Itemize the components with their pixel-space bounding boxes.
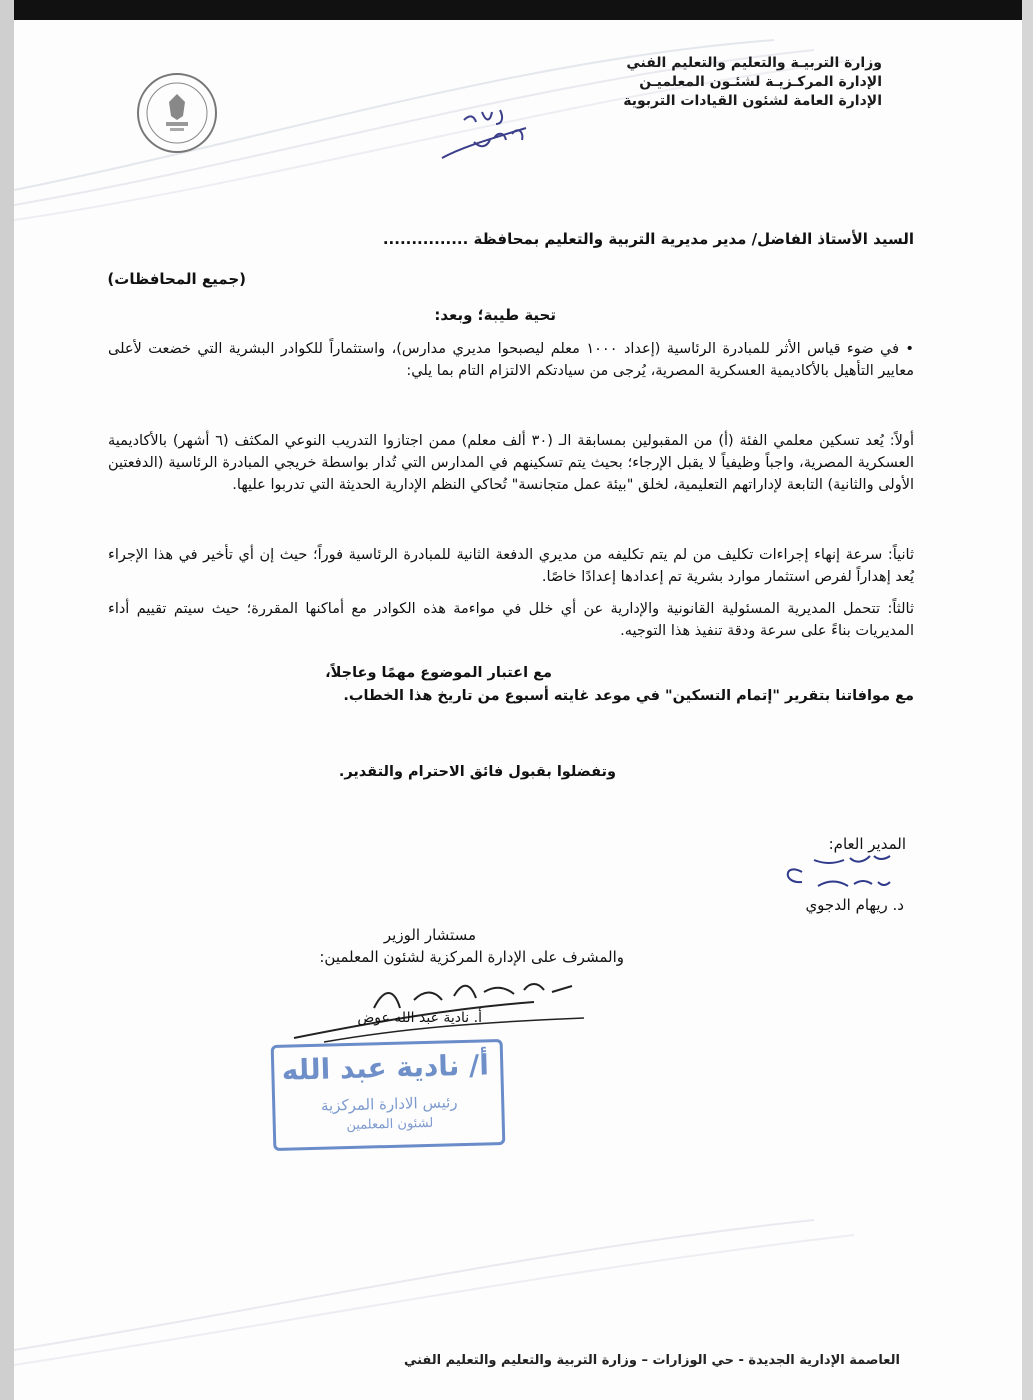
recipients-label: (جميع المحافظات) (107, 270, 246, 288)
official-stamp (271, 1039, 506, 1151)
scan-edge-right (1022, 0, 1033, 1400)
second-directive: ثانياً: سرعة إنهاء إجراءات تكليف من لم يتم تكليفه من مديري الدفعة الثانية للمبادرة الرئاسية فوراً؛ حيث إن أي تأخير في هذا الإجراء يُعد إهداراً لفرص استثمار موارد بشرية تم إعدادها إعدادًا خاصًا. (108, 547, 914, 585)
stamp-position: رئيس الادارة المركزية (320, 1093, 458, 1115)
advisor-title: مستشار الوزير (383, 926, 476, 944)
regards-line: وتفضلوا بقبول فائق الاحترام والتقدير. (338, 764, 616, 780)
header-line-3: الإدارة العامة لشئون القيادات التربوية (623, 93, 882, 109)
stamp-department: لشئون المعلمين (346, 1115, 434, 1134)
footer-address: العاصمة الإدارية الجديدة - حي الوزارات – وزارة التربية والتعليم والتعليم الفني (403, 1353, 900, 1368)
reference-number-handwriting (434, 98, 554, 168)
director-title: المدير العام: (828, 835, 906, 853)
closing-line-2: مع موافاتنا بتقرير "إتمام التسكين" في موعد غايته أسبوع من تاريخ هذا الخطاب. (343, 688, 914, 704)
addressee-line: السيد الأستاذ الفاضل/ مدير مديرية التربية والتعليم بمحافظة ............... (382, 230, 914, 248)
third-directive: ثالثاً: تتحمل المديرية المسئولية القانونية والإدارية عن أي خلل في مواءمة هذه الكوادر مع أماكنها المقررة؛ حيث سيتم تقييم أداء المديريات بناءً على سرعة ودقة تنفيذ هذا التوجيه. (108, 601, 914, 639)
watermark-waves (14, 20, 1022, 1400)
closing-line-1: مع اعتبار الموضوع مهمًا وعاجلاً، (325, 665, 552, 681)
first-directive: أولاً: يُعد تسكين معلمي الفئة (أ) من المقبولين بمسابقة الـ (٣٠ ألف معلم) ممن اجتازوا التدريب النوعي المكثف (٦ أشهر) بالأكاديمية العسكرية المصرية، واجباً وظيفياً لا يقبل الإرجاء؛ بحيث يتم تسكينهم في المدارس التي تُدار بواسطة خريجي المبادرة الرئاسية (الدفعتين الأولى والثانية) التابعة لإداراتهم التعليمية، لخلق "بيئة عمل متجانسة" تُحاكي النظم الإدارية الحديثة التي تدربوا عليها. (108, 433, 914, 493)
stamp-name: أ/ نادية عبد الله (281, 1048, 490, 1087)
ministry-seal-icon (136, 72, 218, 154)
greeting: تحية طيبة؛ وبعد: (434, 306, 556, 324)
top-frame-bar (0, 0, 1033, 20)
header-line-2: الإدارة المركـزيـة لشئـون المعلميـن (639, 74, 882, 90)
director-name: د. ريهام الدجوي (805, 896, 904, 914)
header-line-1: وزارة التربيـة والتعليم والتعليم الفني (626, 55, 882, 71)
scan-edge-left (0, 0, 14, 1400)
ministry-header (522, 54, 882, 111)
advisor-subtitle: والمشرف على الإدارة المركزية لشئون المعلمين: (319, 948, 624, 966)
director-signature (774, 850, 914, 900)
advisor-name: أ. نادية عبد الله عوض (357, 1010, 482, 1026)
intro-paragraph: • في ضوء قياس الأثر للمبادرة الرئاسية (إعداد ١٠٠٠ معلم ليصبحوا مديري مدارس)، واستثماراً للكوادر البشرية التي خضعت لأعلى معايير التأهيل بالأكاديمية العسكرية المصرية، يُرجى من سيادتكم الالتزام التام بما يلي: (108, 341, 914, 379)
letter-page (14, 20, 1022, 1400)
